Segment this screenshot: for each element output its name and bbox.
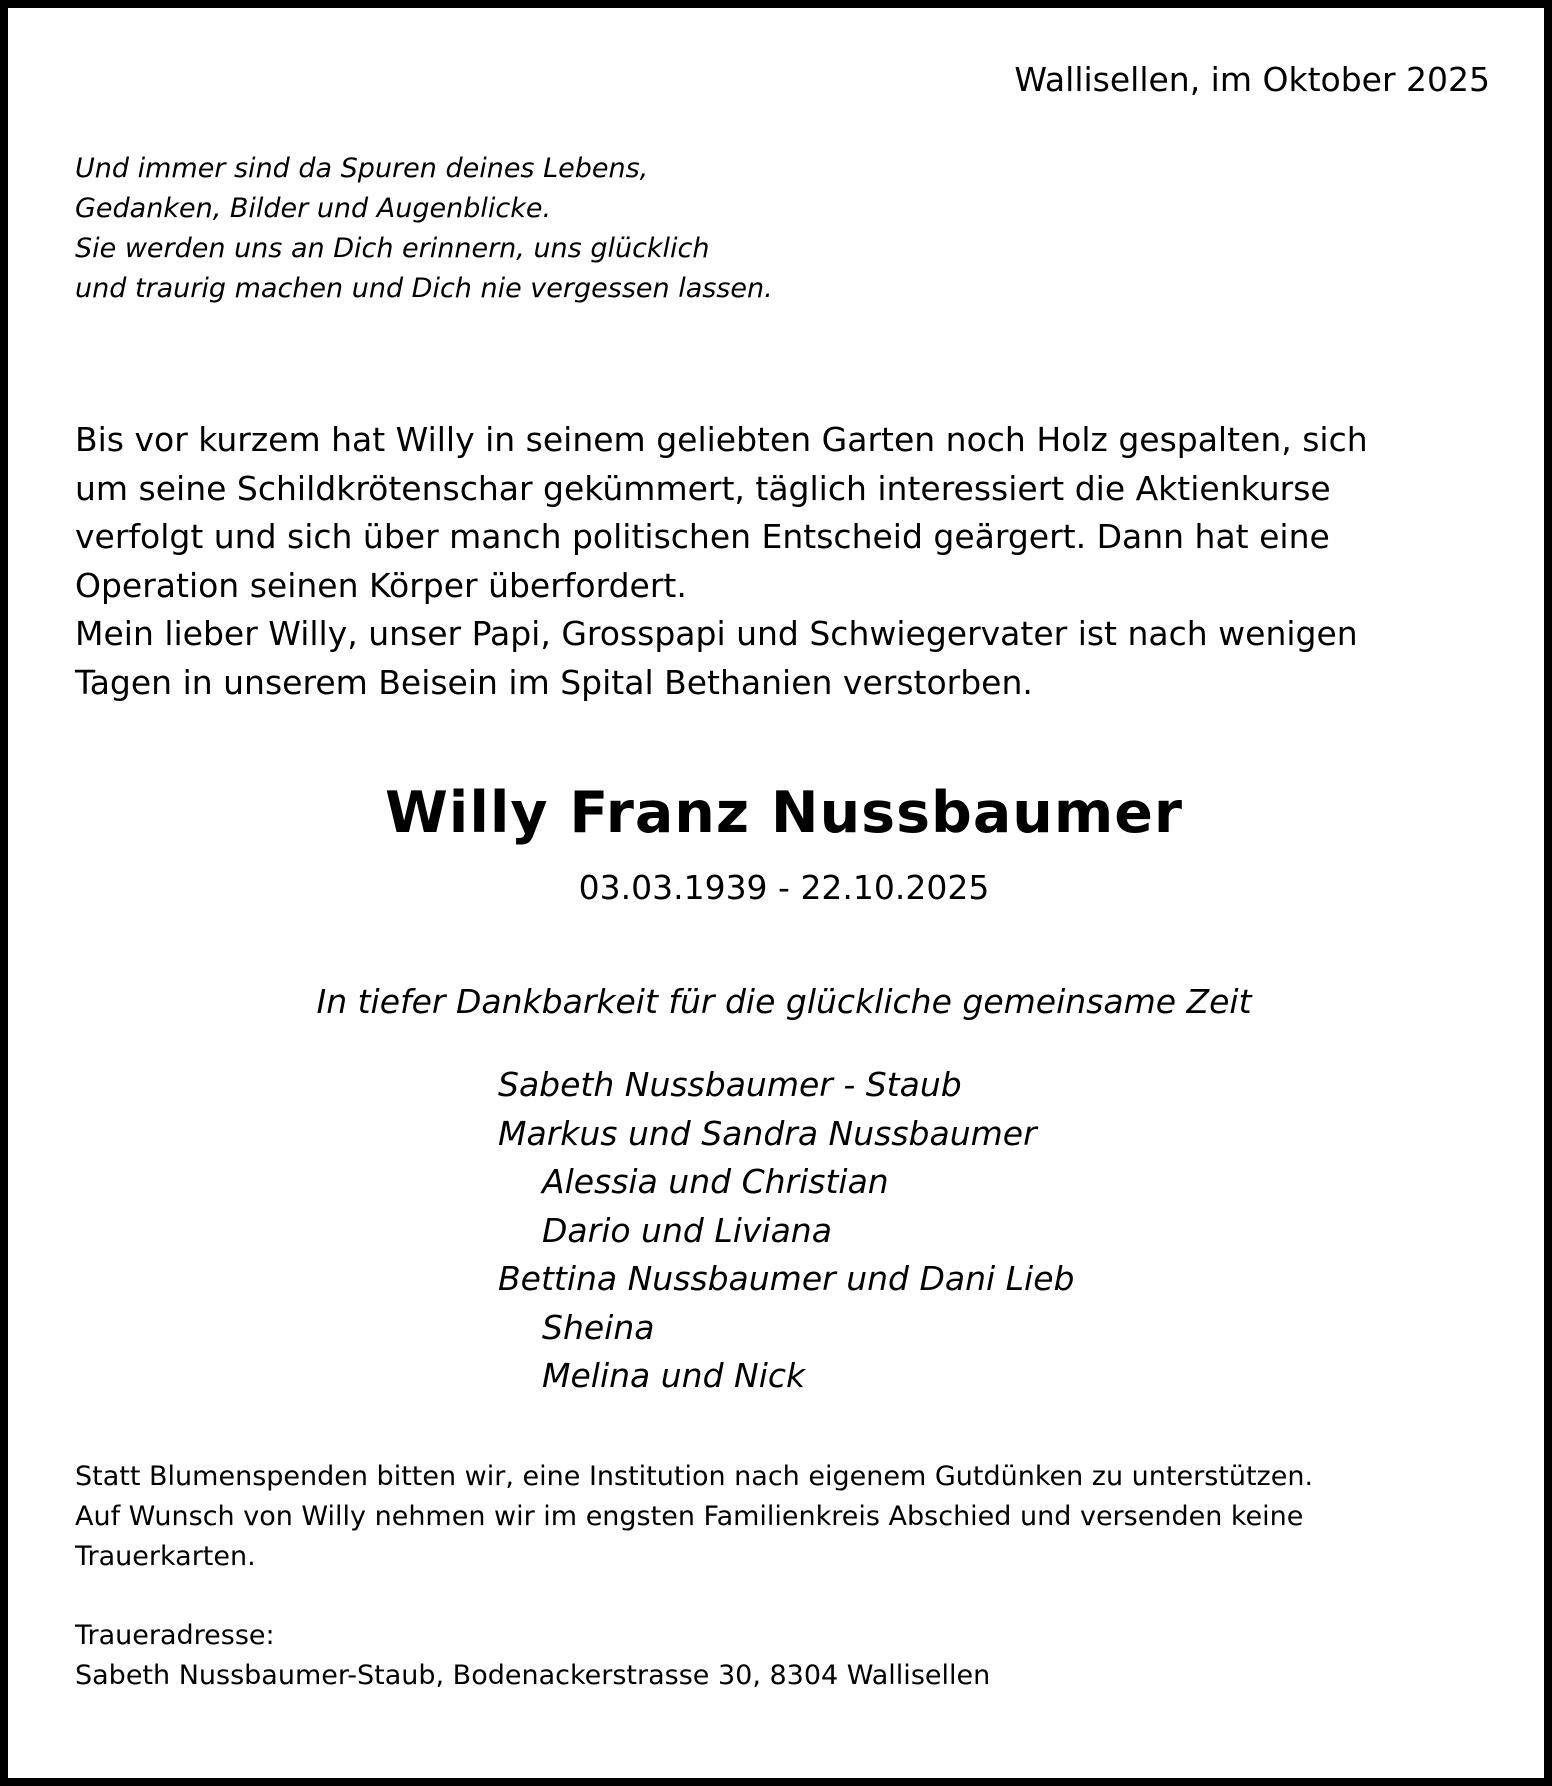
mourner-entry: Bettina Nussbaumer und Dani Lieb [498,1259,1075,1298]
poem-line: Sie werden uns an Dich erinnern, uns glücklich [75,233,710,264]
mourners-list [498,1061,1074,1401]
gratitude-line: In tiefer Dankbarkeit für die glückliche gemeinsame Zeit [316,982,1252,1021]
place-date: Wallisellen, im Oktober 2025 [1014,60,1490,99]
poem [75,149,773,309]
story-line: Bis vor kurzem hat Willy in seinem geliebten Garten noch Holz gespalten, sich [75,420,1368,459]
story-line: Operation seinen Körper überfordert. [75,565,687,605]
mourner-entry: Markus und Sandra Nussbaumer [498,1113,1037,1153]
note-line: Statt Blumenspenden bitten wir, eine Institution nach eigenem Gutdünken zu unterstützen. [75,1461,1314,1492]
note-line: Trauerkarten. [75,1541,256,1572]
poem-line: Gedanken, Bilder und Augenblicke. [75,193,552,224]
donation-note [75,1457,1313,1577]
story-line: um seine Schildkrötenschar gekümmert, täglich interessiert die Aktienkurse [75,468,1331,508]
mourner-entry: Dario und Liviana [542,1210,832,1250]
address-label: Traueradresse: [75,1620,275,1651]
story-paragraph [75,416,1368,707]
story-line: Tagen in unserem Beisein im Spital Bethanien verstorben. [75,662,1033,702]
address-value: Sabeth Nussbaumer-Staub, Bodenackerstrasse 30, 8304 Wallisellen [75,1660,991,1691]
life-dates: 03.03.1939 - 22.10.2025 [578,868,990,907]
story-line: verfolgt und sich über manch politischen Entscheid geärgert. Dann hat eine [75,517,1330,556]
note-line: Auf Wunsch von Willy nehmen wir im engsten Familienkreis Abschied und versenden keine [75,1501,1304,1532]
mourning-address [75,1616,990,1696]
mourner-entry: Melina und Nick [542,1356,806,1395]
story-line: Mein lieber Willy, unser Papi, Grosspapi und Schwiegervater ist nach wenigen [75,614,1358,653]
deceased-name: Willy Franz Nussbaumer [384,780,1184,846]
mourner-entry: Sheina [542,1307,655,1347]
mourner-entry: Alessia und Christian [542,1162,889,1201]
poem-line: und traurig machen und Dich nie vergessen lassen. [75,273,773,304]
poem-line: Und immer sind da Spuren deines Lebens, [75,153,649,184]
mourner-entry: Sabeth Nussbaumer - Staub [498,1065,962,1104]
